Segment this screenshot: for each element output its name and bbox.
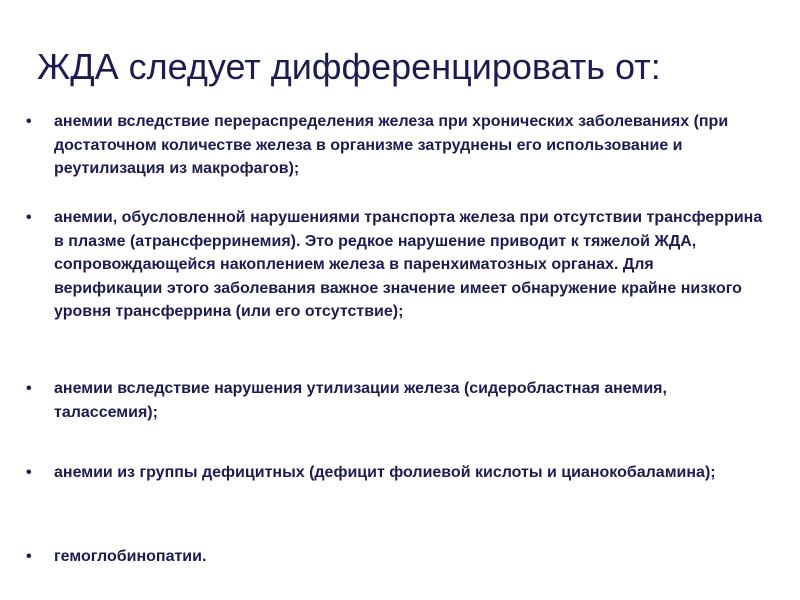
list-item xyxy=(26,377,766,424)
list-item xyxy=(26,545,766,569)
bullet-marker: • xyxy=(26,209,32,226)
list-item-text: гемоглобинопатии. xyxy=(54,548,207,565)
slide-title: ЖДА следует дифференцировать от: xyxy=(37,46,661,87)
bullet-marker: • xyxy=(26,113,32,130)
list-item-text: анемии вследствие нарушения утилизации железа (сидеробластная анемия, талассемия); xyxy=(54,380,667,421)
list-item-text: анемии из группы дефицитных (дефицит фолиевой кислоты и цианокобаламина); xyxy=(54,464,716,481)
list-item-text: анемии, обусловленной нарушениями транспорта железа при отсутствии трансферрина в плазме (атрансферринемия). Это редкое нарушение приводит к тяжелой ЖДА, сопровождающейся накоплением железа в паренхиматозных органах. Для верификации этого заболевания важное значение имеет обнаружение крайне низкого уровня трансферрина (или его отсутствие); xyxy=(54,209,763,320)
list-item xyxy=(26,461,766,485)
bullet-marker: • xyxy=(26,548,32,565)
list-item xyxy=(26,110,766,181)
list-item-text: анемии вследствие перераспределения железа при хронических заболеваниях (при достаточном количестве железа в организме затруднены его использование и реутилизация из макрофагов); xyxy=(54,113,729,177)
bullet-marker: • xyxy=(26,380,32,397)
bullet-marker: • xyxy=(26,464,32,481)
list-item xyxy=(26,206,766,324)
